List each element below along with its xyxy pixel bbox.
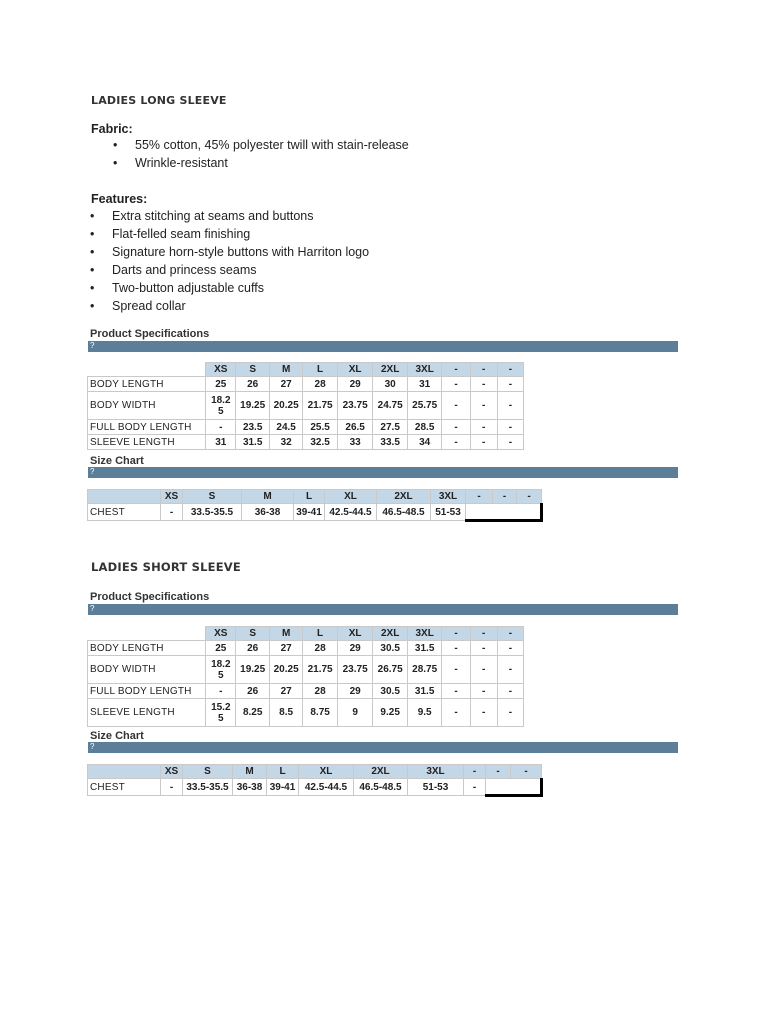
cell: 25 xyxy=(206,377,236,392)
header-cell: S xyxy=(183,765,233,779)
table-row xyxy=(88,656,524,684)
header-cell: L xyxy=(267,765,299,779)
cell: 31.5 xyxy=(236,435,269,450)
header-cell: L xyxy=(294,490,325,504)
section-bar: ? xyxy=(88,604,678,615)
cell: - xyxy=(470,435,497,450)
table-row xyxy=(88,641,524,656)
cell: 30.5 xyxy=(373,641,408,656)
cell: 26.75 xyxy=(373,656,408,684)
header-cell: - xyxy=(442,627,470,641)
cell: 28 xyxy=(303,684,338,699)
cell: - xyxy=(442,435,470,450)
cell: 23.75 xyxy=(337,656,373,684)
cell: 21.75 xyxy=(303,392,338,420)
cell: - xyxy=(497,435,523,450)
cell: 32.5 xyxy=(303,435,338,450)
feature-item: • Extra stitching at seams and buttons xyxy=(90,209,314,223)
cell: - xyxy=(206,420,236,435)
table-row xyxy=(88,504,542,521)
cell: - xyxy=(442,699,470,727)
row-label: BODY LENGTH xyxy=(88,377,206,392)
feature-item: • Flat-felled seam finishing xyxy=(90,227,251,241)
header-cell: 2XL xyxy=(377,490,431,504)
cell: 25.75 xyxy=(407,392,442,420)
cell: 23.5 xyxy=(236,420,269,435)
cell: 29 xyxy=(337,684,373,699)
table-row xyxy=(88,420,524,435)
long-sleeve-title: LADIES LONG SLEEVE xyxy=(91,94,227,107)
header-cell: - xyxy=(470,363,497,377)
cell: 31.5 xyxy=(407,684,442,699)
cell: 28.75 xyxy=(407,656,442,684)
cell: 31.5 xyxy=(407,641,442,656)
cell: 33.5-35.5 xyxy=(183,504,242,521)
row-label: BODY WIDTH xyxy=(88,392,206,420)
cell: 24.5 xyxy=(269,420,302,435)
cell: 33.5 xyxy=(373,435,408,450)
cell: - xyxy=(442,684,470,699)
header-cell: XS xyxy=(161,490,183,504)
product-specifications-heading: Product Specifications xyxy=(90,328,210,340)
long-spec-table xyxy=(87,362,524,450)
cell: 29 xyxy=(337,377,373,392)
cell: 28 xyxy=(303,641,338,656)
header-cell: 3XL xyxy=(408,765,464,779)
header-cell: - xyxy=(517,490,542,504)
cell: 39-41 xyxy=(267,779,299,796)
header-cell: M xyxy=(269,363,302,377)
header-cell: - xyxy=(486,765,511,779)
header-cell: M xyxy=(269,627,302,641)
cell: - xyxy=(206,684,236,699)
table-header-row xyxy=(88,765,542,779)
cell: 28.5 xyxy=(407,420,442,435)
cell: - xyxy=(470,656,497,684)
cell: 51-53 xyxy=(431,504,466,521)
fabric-heading: Fabric: xyxy=(91,122,133,136)
cell: 20.25 xyxy=(269,656,302,684)
header-cell: S xyxy=(183,490,242,504)
cell: 42.5-44.5 xyxy=(299,779,354,796)
cell: - xyxy=(497,656,523,684)
header-cell: - xyxy=(493,490,517,504)
cell: - xyxy=(470,392,497,420)
table-row xyxy=(88,699,524,727)
product-specifications-heading: Product Specifications xyxy=(90,591,210,603)
size-chart-heading: Size Chart xyxy=(90,730,144,742)
cell: 26 xyxy=(236,684,269,699)
cell: 8.5 xyxy=(269,699,302,727)
cell: 18.2 5 xyxy=(206,392,236,420)
header-cell xyxy=(88,627,206,641)
cell: - xyxy=(442,392,470,420)
fabric-item: • 55% cotton, 45% polyester twill with stain-release xyxy=(113,138,409,152)
header-cell: 2XL xyxy=(373,363,408,377)
header-cell: XL xyxy=(337,363,373,377)
header-cell: 3XL xyxy=(407,363,442,377)
cell: 9 xyxy=(337,699,373,727)
header-cell xyxy=(88,363,206,377)
cell: - xyxy=(442,420,470,435)
header-cell: - xyxy=(497,627,523,641)
header-cell: XS xyxy=(161,765,183,779)
cell: 31 xyxy=(407,377,442,392)
header-cell: - xyxy=(466,490,493,504)
cell: - xyxy=(497,377,523,392)
cell: 31 xyxy=(206,435,236,450)
cell: 24.75 xyxy=(373,392,408,420)
cell: 19.25 xyxy=(236,392,269,420)
cell: 18.2 5 xyxy=(206,656,236,684)
cell: 27.5 xyxy=(373,420,408,435)
row-label: CHEST xyxy=(88,504,161,521)
header-cell: - xyxy=(464,765,486,779)
cell: - xyxy=(161,779,183,796)
row-label: SLEEVE LENGTH xyxy=(88,435,206,450)
short-sleeve-title: LADIES SHORT SLEEVE xyxy=(91,560,241,574)
cell: 25 xyxy=(206,641,236,656)
table-row xyxy=(88,779,542,796)
cell: 27 xyxy=(269,641,302,656)
row-label: FULL BODY LENGTH xyxy=(88,420,206,435)
cell: - xyxy=(470,641,497,656)
cell: 19.25 xyxy=(236,656,269,684)
header-cell: S xyxy=(236,363,269,377)
header-cell: - xyxy=(497,363,523,377)
header-cell: 2XL xyxy=(373,627,408,641)
feature-item: • Spread collar xyxy=(90,299,186,313)
cell: 8.25 xyxy=(236,699,269,727)
row-label: FULL BODY LENGTH xyxy=(88,684,206,699)
cell: - xyxy=(497,420,523,435)
header-cell: XS xyxy=(206,363,236,377)
header-cell: - xyxy=(470,627,497,641)
cell: 46.5-48.5 xyxy=(354,779,408,796)
cell: - xyxy=(470,699,497,727)
cell: 26 xyxy=(236,641,269,656)
cell: 34 xyxy=(407,435,442,450)
cell: 30.5 xyxy=(373,684,408,699)
cell: 42.5-44.5 xyxy=(325,504,377,521)
header-cell xyxy=(88,765,161,779)
cell: 27 xyxy=(269,684,302,699)
selected-cell[interactable] xyxy=(486,779,542,796)
section-bar: ? xyxy=(88,341,678,352)
cell: 51-53 xyxy=(408,779,464,796)
row-label: BODY LENGTH xyxy=(88,641,206,656)
cell: 9.5 xyxy=(407,699,442,727)
fabric-item: • Wrinkle-resistant xyxy=(113,156,228,170)
table-row xyxy=(88,392,524,420)
cell: 33.5-35.5 xyxy=(183,779,233,796)
cell: 15.2 5 xyxy=(206,699,236,727)
feature-item: • Two-button adjustable cuffs xyxy=(90,281,264,295)
cell: - xyxy=(497,641,523,656)
cell: 26 xyxy=(236,377,269,392)
cell: 32 xyxy=(269,435,302,450)
row-label: CHEST xyxy=(88,779,161,796)
feature-item: • Signature horn-style buttons with Harriton logo xyxy=(90,245,370,259)
cell: 9.25 xyxy=(373,699,408,727)
cell: - xyxy=(464,779,486,796)
section-bar: ? xyxy=(88,467,678,478)
cell: - xyxy=(497,392,523,420)
header-cell: - xyxy=(511,765,542,779)
short-size-table xyxy=(87,764,543,797)
header-cell xyxy=(88,490,161,504)
cell: - xyxy=(442,377,470,392)
row-label: SLEEVE LENGTH xyxy=(88,699,206,727)
cell: - xyxy=(442,641,470,656)
table-header-row xyxy=(88,627,524,641)
cell: 25.5 xyxy=(303,420,338,435)
cell: 27 xyxy=(269,377,302,392)
header-cell: L xyxy=(303,363,338,377)
cell: 21.75 xyxy=(303,656,338,684)
header-cell: XS xyxy=(206,627,236,641)
cell: 8.75 xyxy=(303,699,338,727)
cell: 36-38 xyxy=(233,779,267,796)
header-cell: - xyxy=(442,363,470,377)
header-cell: L xyxy=(303,627,338,641)
header-cell: 3XL xyxy=(407,627,442,641)
cell: 39-41 xyxy=(294,504,325,521)
cell: 20.25 xyxy=(269,392,302,420)
cell: - xyxy=(497,684,523,699)
cell: 23.75 xyxy=(337,392,373,420)
cell: - xyxy=(470,377,497,392)
header-cell: XL xyxy=(337,627,373,641)
cell: 26.5 xyxy=(337,420,373,435)
header-cell: M xyxy=(242,490,294,504)
section-bar: ? xyxy=(88,742,678,753)
size-chart-heading: Size Chart xyxy=(90,455,144,467)
table-row xyxy=(88,435,524,450)
header-cell: M xyxy=(233,765,267,779)
cell: 36-38 xyxy=(242,504,294,521)
cell: - xyxy=(470,684,497,699)
cell: - xyxy=(470,420,497,435)
short-spec-table xyxy=(87,626,524,727)
table-header-row xyxy=(88,490,542,504)
table-row xyxy=(88,684,524,699)
cell: - xyxy=(161,504,183,521)
feature-item: • Darts and princess seams xyxy=(90,263,257,277)
features-heading: Features: xyxy=(91,192,148,206)
header-cell: 3XL xyxy=(431,490,466,504)
cell: 29 xyxy=(337,641,373,656)
table-row xyxy=(88,377,524,392)
cell: 33 xyxy=(337,435,373,450)
cell: 30 xyxy=(373,377,408,392)
header-cell: 2XL xyxy=(354,765,408,779)
header-cell: XL xyxy=(299,765,354,779)
long-size-table xyxy=(87,489,543,522)
table-header-row xyxy=(88,363,524,377)
row-label: BODY WIDTH xyxy=(88,656,206,684)
cell: 28 xyxy=(303,377,338,392)
cell: - xyxy=(497,699,523,727)
cell: 46.5-48.5 xyxy=(377,504,431,521)
header-cell: XL xyxy=(325,490,377,504)
header-cell: S xyxy=(236,627,269,641)
cell: - xyxy=(442,656,470,684)
selected-cell[interactable] xyxy=(466,504,542,521)
